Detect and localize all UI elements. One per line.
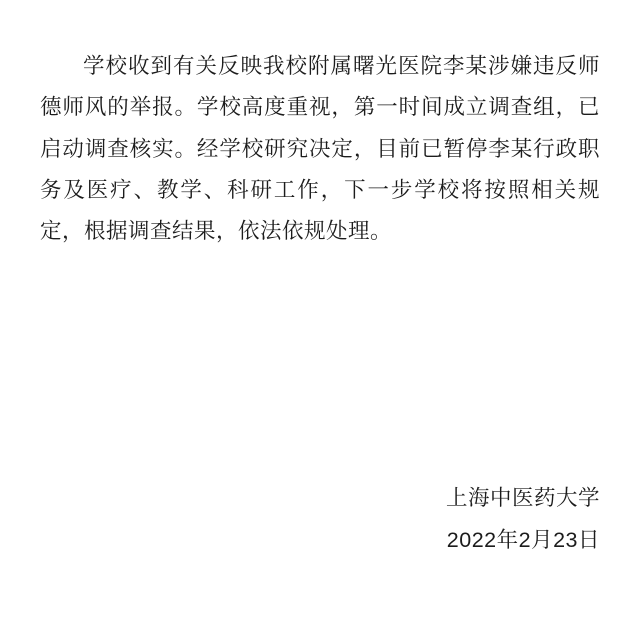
signature-organization: 上海中医药大学 [445,486,600,511]
signature-block [446,478,600,562]
statement-body-text: 学校收到有关反映我校附属曙光医院李某涉嫌违反师德师风的举报。学校高度重视，第一时间成立调查组，已启动调查核实。经学校研究决定，目前已暂停李某行政职务及医疗、教学、科研工作，下一步学校将按照相关规定，根据调查结果，依法依规处理。 [40,54,600,244]
signature-date: 2022年2月23日 [446,528,600,553]
